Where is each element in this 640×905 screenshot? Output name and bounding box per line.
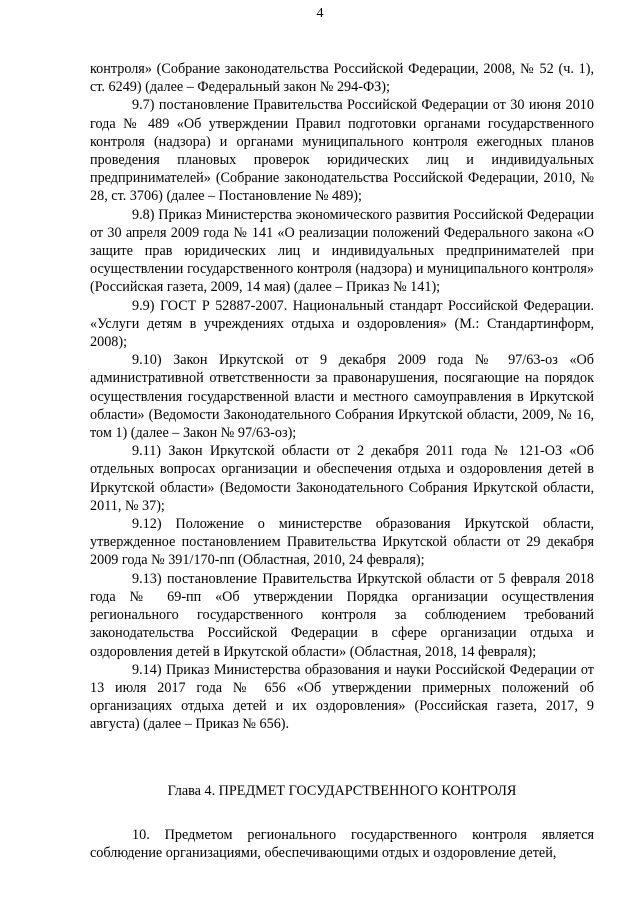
paragraph-9-8: 9.8) Приказ Министерства экономического развития Российской Федерации от 30 апреля 2009 года № 141 «О реализации положений Федерального закона «О защите прав юридических лиц и индивидуальных предпринимателей при осуществлении государственного контроля (надзора) и муниципального контроля» (Российская газета, 2009, 14 мая) (далее – Приказ № 141); <box>90 206 594 296</box>
page-number: 4 <box>316 6 324 21</box>
paragraph-9-7: 9.7) постановление Правительства Российской Федерации от 30 июня 2010 года № 489 «Об утверждении Правил подготовки органами государственного контроля (надзора) и органами муниципального контроля ежегодных планов проведения плановых проверок юридических лиц и индивидуальных предпринимателей» (Собрание законодательства Российской Федерации, 2010, № 28, ст. 3706) (далее – Постановление № 489); <box>90 97 594 205</box>
paragraph-9-12: 9.12) Положение о министерстве образования Иркутской области, утвержденное постановлением Правительства Иркутской области от 29 декабря 2009 года № 391/170-пп (Областная, 2010, 24 февраля); <box>90 516 594 569</box>
paragraph-9-13: 9.13) постановление Правительства Иркутской области от 5 февраля 2018 года № 69-пп «Об утверждении Порядка организации осуществления регионального государственного контроля за соблюдением требований законодательства Российской Федерации в сфере организации отдыха и оздоровления детей в Иркутской области» (Областная, 2018, 14 февраля); <box>90 570 594 660</box>
paragraph-10: 10. Предметом регионального государственного контроля является соблюдение организациями, обеспечивающими отдых и оздоровление детей, <box>90 826 594 861</box>
paragraph-9-10: 9.10) Закон Иркутской от 9 декабря 2009 года № 97/63-оз «Об административной ответственности за правонарушения, посягающие на порядок осуществления государственной власти и местного самоуправления в Иркутской области» (Ведомости Законодательного Собрания Иркутской области, 2009, № 16, том 1) (далее – Закон № 97/63-оз); <box>90 352 594 442</box>
paragraph-continuation: контроля» (Собрание законодательства Российской Федерации, 2008, № 52 (ч. 1), ст. 6249) (далее – Федеральный закон № 294-ФЗ); <box>90 61 594 96</box>
document-body <box>90 60 594 862</box>
paragraph-9-14: 9.14) Приказ Министерства образования и науки Российской Федерации от 13 июля 2017 года № 656 «Об утверждении примерных положений об организациях отдыха детей и их оздоровления» (Российская газета, 2017, 9 августа) (далее – Приказ № 656). <box>90 661 594 733</box>
paragraph-9-9: 9.9) ГОСТ Р 52887-2007. Национальный стандарт Российской Федерации. «Услуги детям в учреждениях отдыха и оздоровления» (М.: Стандартинформ, 2008); <box>90 297 594 351</box>
chapter-heading: Глава 4. ПРЕДМЕТ ГОСУДАРСТВЕННОГО КОНТРОЛЯ <box>167 782 517 799</box>
paragraph-9-11: 9.11) Закон Иркутской области от 2 декабря 2011 года № 121-ОЗ «Об отдельных вопросах организации и обеспечения отдыха и оздоровления детей в Иркутской области» (Ведомости Законодательного Собрания Иркутской области, 2011, № 37); <box>90 443 594 514</box>
